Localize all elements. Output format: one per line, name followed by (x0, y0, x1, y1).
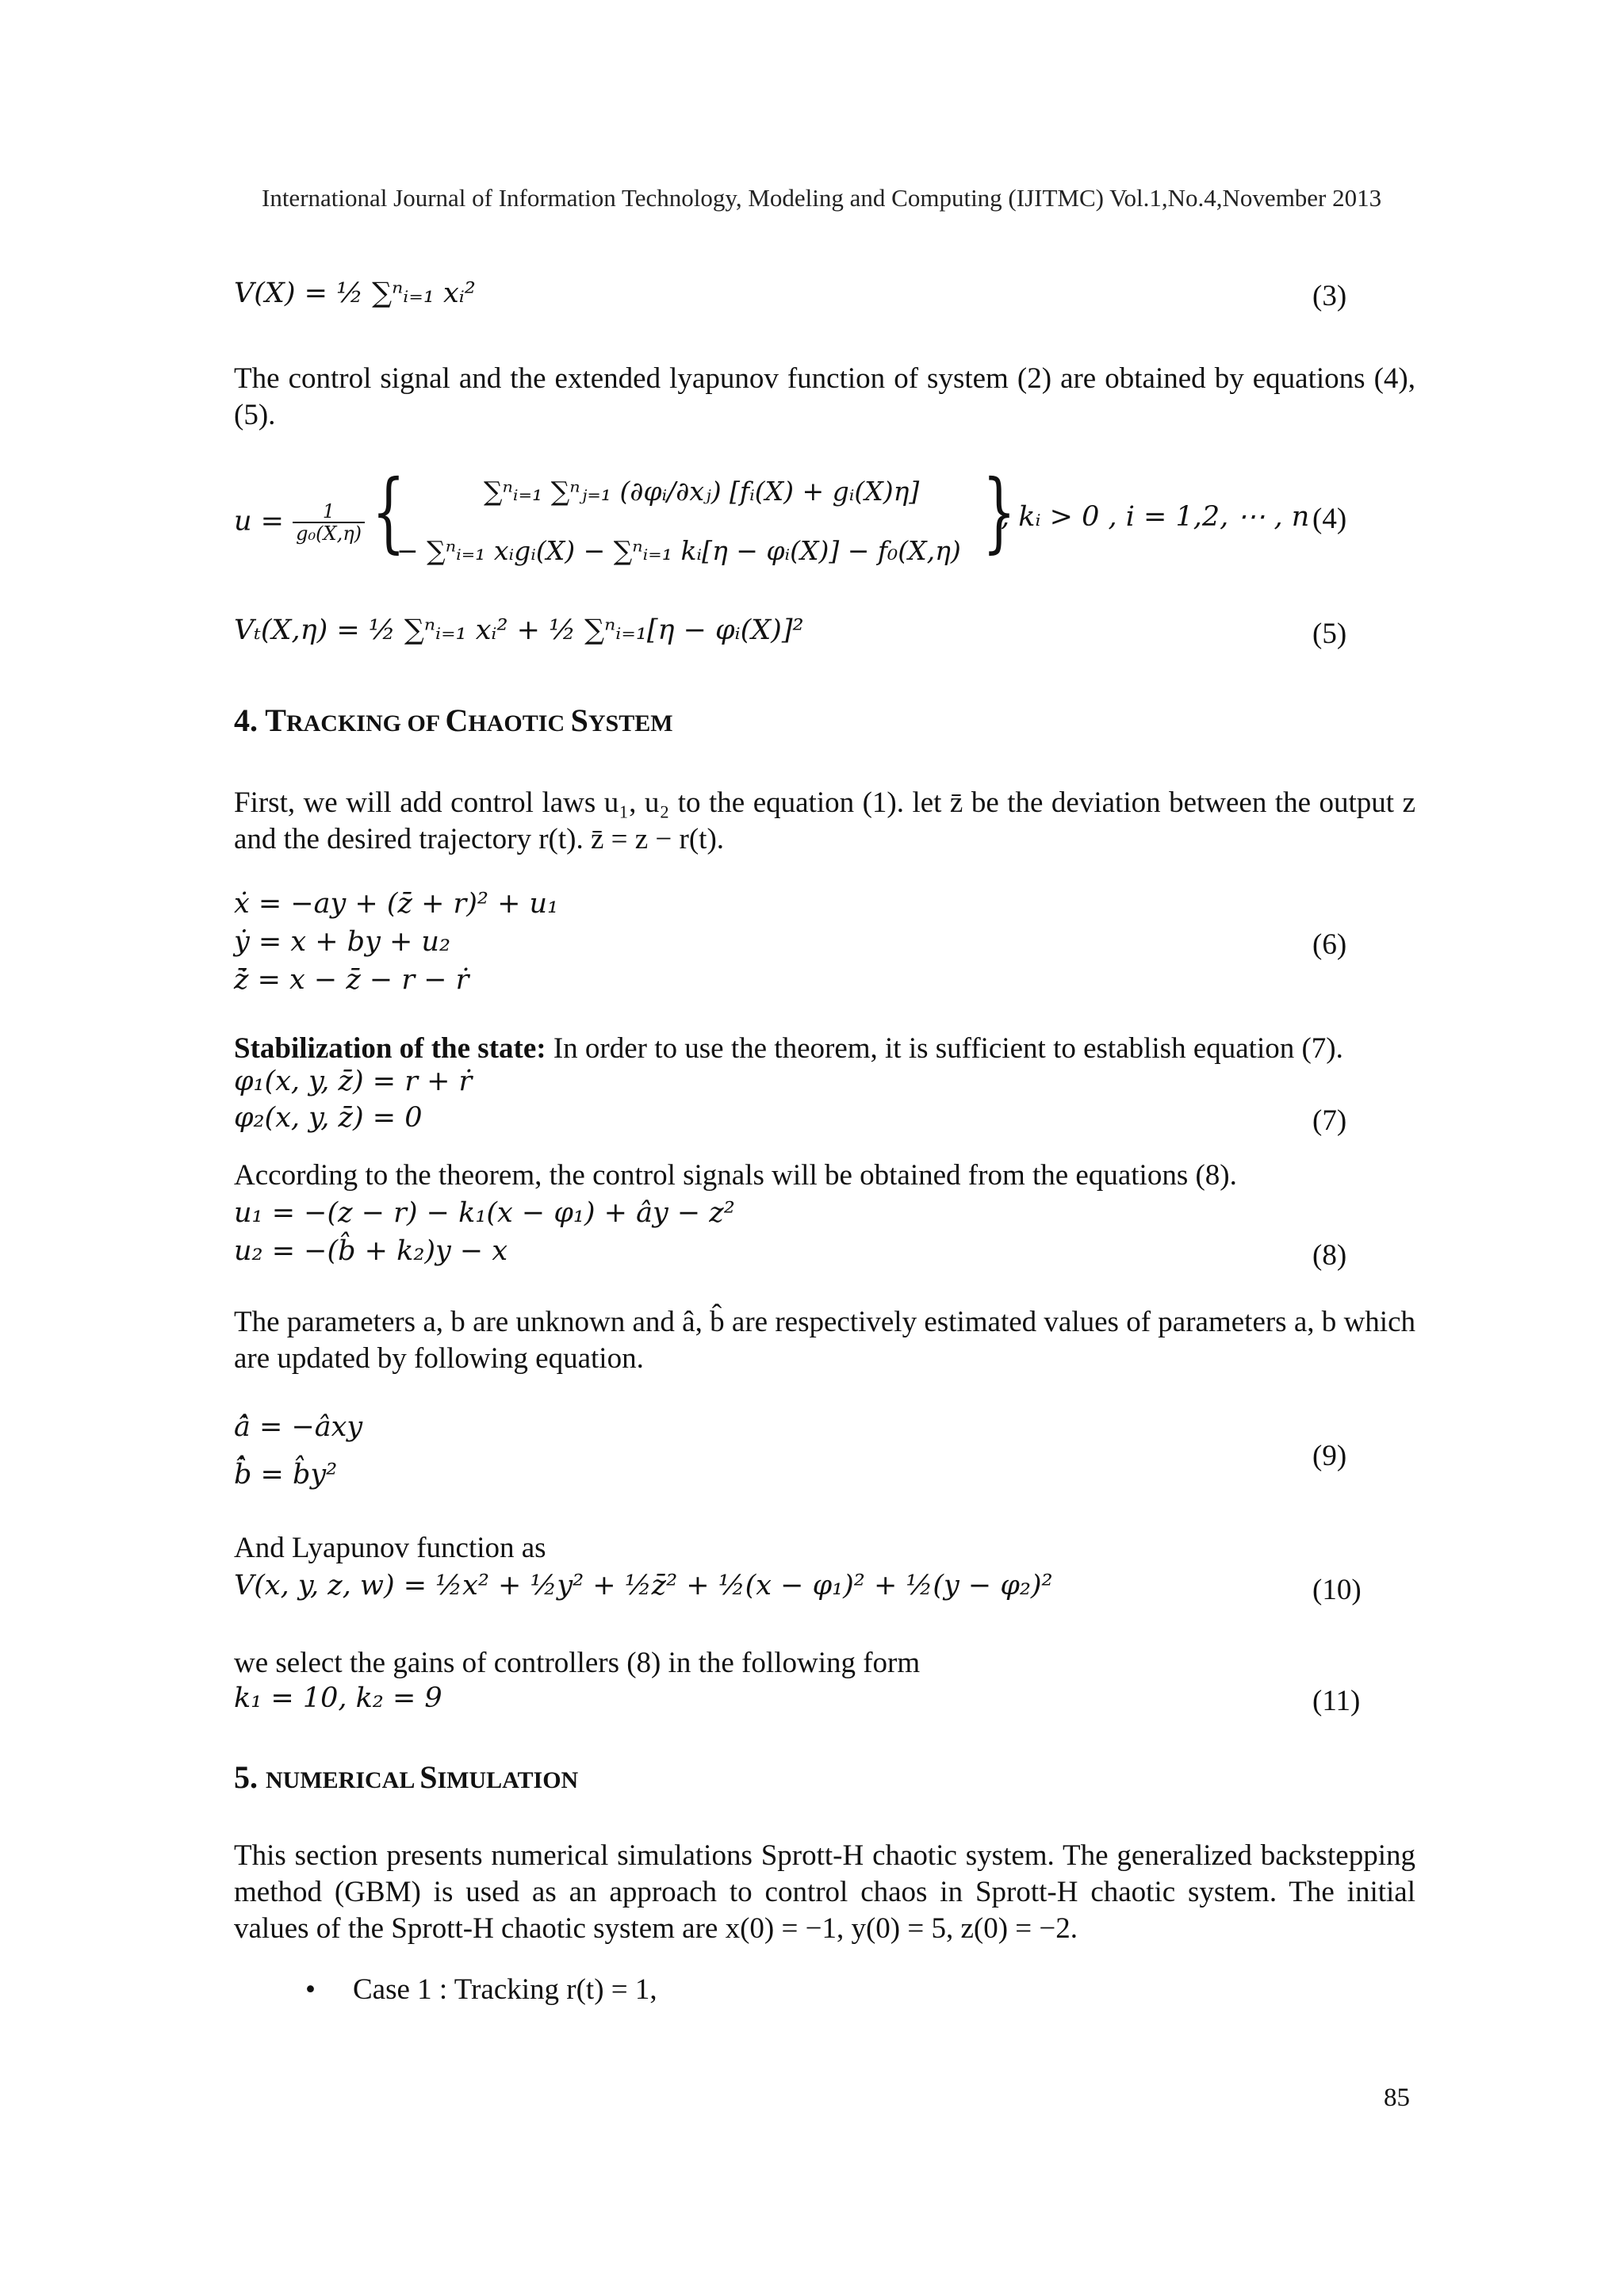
section-4-heading: 4. TRACKING OF CHAOTIC SYSTEM (234, 702, 673, 738)
page-number: 85 (1384, 2084, 1410, 2112)
section-5-heading: 5. NUMERICAL SIMULATION (234, 1759, 579, 1795)
equation-9-line-1: â̇ = −âxy (234, 1411, 363, 1443)
equation-5: Vₜ(X,η) = ½ ∑ⁿᵢ₌₁ xᵢ² + ½ ∑ⁿᵢ₌₁[η − φᵢ(X)]² (234, 614, 804, 646)
equation-9-line-2: b̂̇ = b̂y² (234, 1459, 338, 1490)
equation-8-number: (8) (1312, 1239, 1347, 1272)
paragraph-stabilization: Stabilization of the state: In order to use the theorem, it is sufficient to establish equation (7). (234, 1032, 1343, 1065)
paragraph-control-laws: First, we will add control laws u₁, u₂ to the equation (1). let z̄ be the deviation between the output z and the desired trajectory r(t). z̄ = z − r(t). (234, 786, 1415, 855)
paragraph-control-signal: The control signal and the extended lyapunov function of system (2) are obtained by equations (4),(5). (234, 362, 1415, 431)
equation-7-line-1: φ₁(x, y, z̄) = r + ṙ (234, 1066, 473, 1097)
equation-11: k₁ = 10, k₂ = 9 (234, 1682, 442, 1714)
equation-6-number: (6) (1312, 928, 1347, 961)
equation-6-line-1: ẋ = −ay + (z̄ + r)² + u₁ (234, 888, 559, 920)
equation-4-left-brace: { (372, 461, 405, 562)
equation-4-line-2: − ∑ⁿᵢ₌₁ xᵢgᵢ(X) − ∑ⁿᵢ₌₁ kᵢ[η − φᵢ(X)] − f₀(X,η) (396, 535, 961, 566)
paragraph-theorem: According to the theorem, the control signals will be obtained from the equations (8). (234, 1159, 1237, 1192)
bullet-marker: • (305, 1973, 316, 2006)
equation-8-line-1: u₁ = −(z − r) − k₁(x − φ₁) + ây − z² (234, 1197, 735, 1229)
equation-6-line-3: ż̄ = x − z̄ − r − ṙ (234, 964, 469, 996)
equation-5-number: (5) (1312, 618, 1347, 650)
equation-8-line-2: u₂ = −(b̂ + k₂)y − x (234, 1235, 508, 1267)
equation-3-number: (3) (1312, 280, 1347, 312)
equation-7-line-2: φ₂(x, y, z̄) = 0 (234, 1102, 423, 1134)
paragraph-lyapunov: And Lyapunov function as (234, 1532, 546, 1564)
equation-10: V(x, y, z, w) = ½x² + ½y² + ½z̄² + ½(x − φ₁)² + ½(y − φ₂)² (234, 1570, 1053, 1601)
equation-7-number: (7) (1312, 1104, 1347, 1137)
equation-9-number: (9) (1312, 1440, 1347, 1472)
equation-11-number: (11) (1312, 1685, 1361, 1717)
paragraph-parameters: The parameters a, b are unknown and â, b̂ are respectively estimated values of parameters a, b which are updated by following equation. (234, 1306, 1415, 1375)
paragraph-numerical-simulation: This section presents numerical simulations Sprott-H chaotic system. The generalized backstepping method (GBM) is used as an approach to control chaos in Sprott-H chaotic system. The initial values of the Sprott-H chaotic system are x(0) = −1, y(0) = 5, z(0) = −2. (234, 1839, 1415, 1945)
paragraph-gains: we select the gains of controllers (8) in the following form (234, 1647, 921, 1679)
equation-6-line-2: ẏ = x + by + u₂ (234, 926, 450, 958)
equation-4-right-brace: } (982, 461, 1016, 562)
equation-4-prefix: u = $\frac{1}{\text{g₀(X,η)}}$ (234, 501, 365, 544)
equation-4-suffix: , kᵢ > 0 , i = 1,2, ⋯ , n (1001, 501, 1310, 533)
equation-4-fraction: $\frac{1}{\text{g₀(X,η)}}$ (293, 501, 365, 544)
equation-4-number: (4) (1312, 503, 1347, 535)
equation-3: V(X) = ½ ∑ⁿᵢ₌₁ xᵢ² (234, 277, 476, 309)
bullet-case-1: Case 1 : Tracking r(t) = 1, (353, 1973, 657, 2006)
equation-10-number: (10) (1312, 1574, 1362, 1606)
journal-header: International Journal of Information Technology, Modeling and Computing (IJITMC) Vol.1,No.4,November 2013 (262, 184, 1382, 212)
equation-4-line-1: ∑ⁿᵢ₌₁ ∑ⁿⱼ₌₁ (∂φᵢ/∂xⱼ) [fᵢ(X) + gᵢ(X)η] (484, 476, 920, 507)
